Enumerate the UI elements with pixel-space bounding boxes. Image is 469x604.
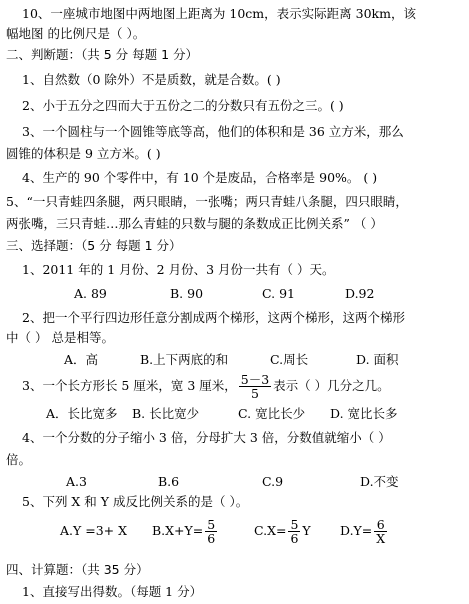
choice-5-option-b xyxy=(152,514,219,548)
choice-5-option-d-denominator: X xyxy=(376,531,386,546)
choice-4-option-d: D.不变 xyxy=(360,474,399,489)
judge-5-line-2: 两张嘴，三只青蛙…那么青蛙的只数与腿的条数成正比例关系” （ ） xyxy=(6,216,383,231)
choice-2-option-b: B.上下两底的和 xyxy=(140,352,229,367)
choice-5-option-b-denominator: 6 xyxy=(207,531,216,546)
choice-5-option-d-fraction xyxy=(374,518,387,545)
choice-5-option-c xyxy=(254,514,311,548)
choice-5-option-c-fraction xyxy=(288,518,300,545)
choice-2-option-c: C.周长 xyxy=(270,352,309,367)
judge-3-line-2: 圆锥的体积是 9 立方米。( ) xyxy=(6,146,161,161)
choice-3-text-after: 表示（ ）几分之几。 xyxy=(273,378,390,393)
choice-1-option-b: B. 90 xyxy=(170,286,204,301)
choice-3-text-before: 3、一个长方形长 5 厘米，宽 3 厘米， xyxy=(22,378,237,393)
choice-2-line-1: 2、把一个平行四边形任意分割成两个梯形，这两个梯形，这两个梯形 xyxy=(22,310,405,325)
choice-5-option-d-label: D.Y= xyxy=(340,523,373,538)
choice-4-option-c: C.9 xyxy=(262,474,284,489)
section-2-heading: 二、判断题：（共 5 分 每题 1 分） xyxy=(6,47,199,62)
choice-5: 5、下列 X 和 Y 成反比例关系的是（ ）。 xyxy=(22,494,249,509)
choice-5-option-c-denominator: 6 xyxy=(290,531,299,546)
choice-5-option-c-variable: Y xyxy=(302,523,311,538)
choice-5-option-b-numerator: 5 xyxy=(207,517,216,532)
choice-5-option-d xyxy=(340,514,389,548)
choice-2-option-d: D. 面积 xyxy=(356,352,399,367)
choice-3-option-c: C. 宽比长少 xyxy=(238,406,306,421)
judge-3-line-1: 3、一个圆柱与一个圆锥等底等高，他们的体积和是 36 立方米，那么 xyxy=(22,124,404,139)
judge-4: 4、生产的 90 个零件中，有 10 个是废品，合格率是 90%。 ( ) xyxy=(22,170,378,185)
question-10-line-1: 10、一座城市地图中两地图上距离为 10cm，表示实际距离 30km，该 xyxy=(22,6,416,21)
choice-1-option-c: C. 91 xyxy=(262,286,295,301)
choice-4-option-a: A.3 xyxy=(66,474,87,489)
choice-3-fraction-denominator: 5 xyxy=(250,386,259,401)
choice-5-option-b-label: B.X+Y= xyxy=(152,523,204,538)
choice-3-option-b: B. 长比宽少 xyxy=(132,406,200,421)
choice-4-option-b: B.6 xyxy=(158,474,180,489)
choice-1: 1、2011 年的 1 月份、2 月份、3 月份一共有（ ）天。 xyxy=(22,262,335,277)
section-3-heading: 三、选择题：（5 分 每题 1 分） xyxy=(6,238,182,253)
judge-2: 2、小于五分之四而大于五份之二的分数只有五份之三。( ) xyxy=(22,98,344,113)
judge-1: 1、自然数（0 除外）不是质数，就是合数。( ) xyxy=(22,72,281,87)
choice-3-fraction xyxy=(239,373,271,400)
choice-5-option-c-numerator: 5 xyxy=(290,517,299,532)
choice-2-option-a: A．高 xyxy=(64,352,99,367)
choice-3-line xyxy=(22,372,390,400)
judge-5-line-1: 5、“一只青蛙四条腿，两只眼睛，一张嘴；两只青蛙八条腿，四只眼睛， xyxy=(6,194,408,209)
choice-5-option-c-label: C.X= xyxy=(254,523,287,538)
choice-5-option-d-numerator: 6 xyxy=(374,518,387,532)
choice-3-fraction-numerator: 5－3 xyxy=(240,372,270,387)
choice-2-line-2: 中（ ） 总是相等。 xyxy=(6,330,114,345)
section-4-heading: 四、计算题：（共 35 分） xyxy=(6,562,149,577)
choice-3-option-d: D. 宽比长多 xyxy=(330,406,398,421)
choice-4-line-1: 4、一个分数的分子缩小 3 倍，分母扩大 3 倍，分数值就缩小（ ） xyxy=(22,430,391,445)
choice-5-option-b-fraction xyxy=(205,518,217,545)
choice-5-options xyxy=(0,514,469,548)
choice-3-option-a: A．长比宽多 xyxy=(46,406,118,421)
choice-1-option-a: A. 89 xyxy=(74,286,107,301)
choice-4-line-2: 倍。 xyxy=(6,452,32,467)
choice-5-option-a: A.Y =3+ X xyxy=(60,523,127,538)
choice-1-option-d: D.92 xyxy=(345,286,375,301)
question-10-line-2: 幅地图 的比例尺是（ ）。 xyxy=(6,26,146,41)
calc-1: 1、直接写出得数。（每题 1 分） xyxy=(22,584,203,599)
